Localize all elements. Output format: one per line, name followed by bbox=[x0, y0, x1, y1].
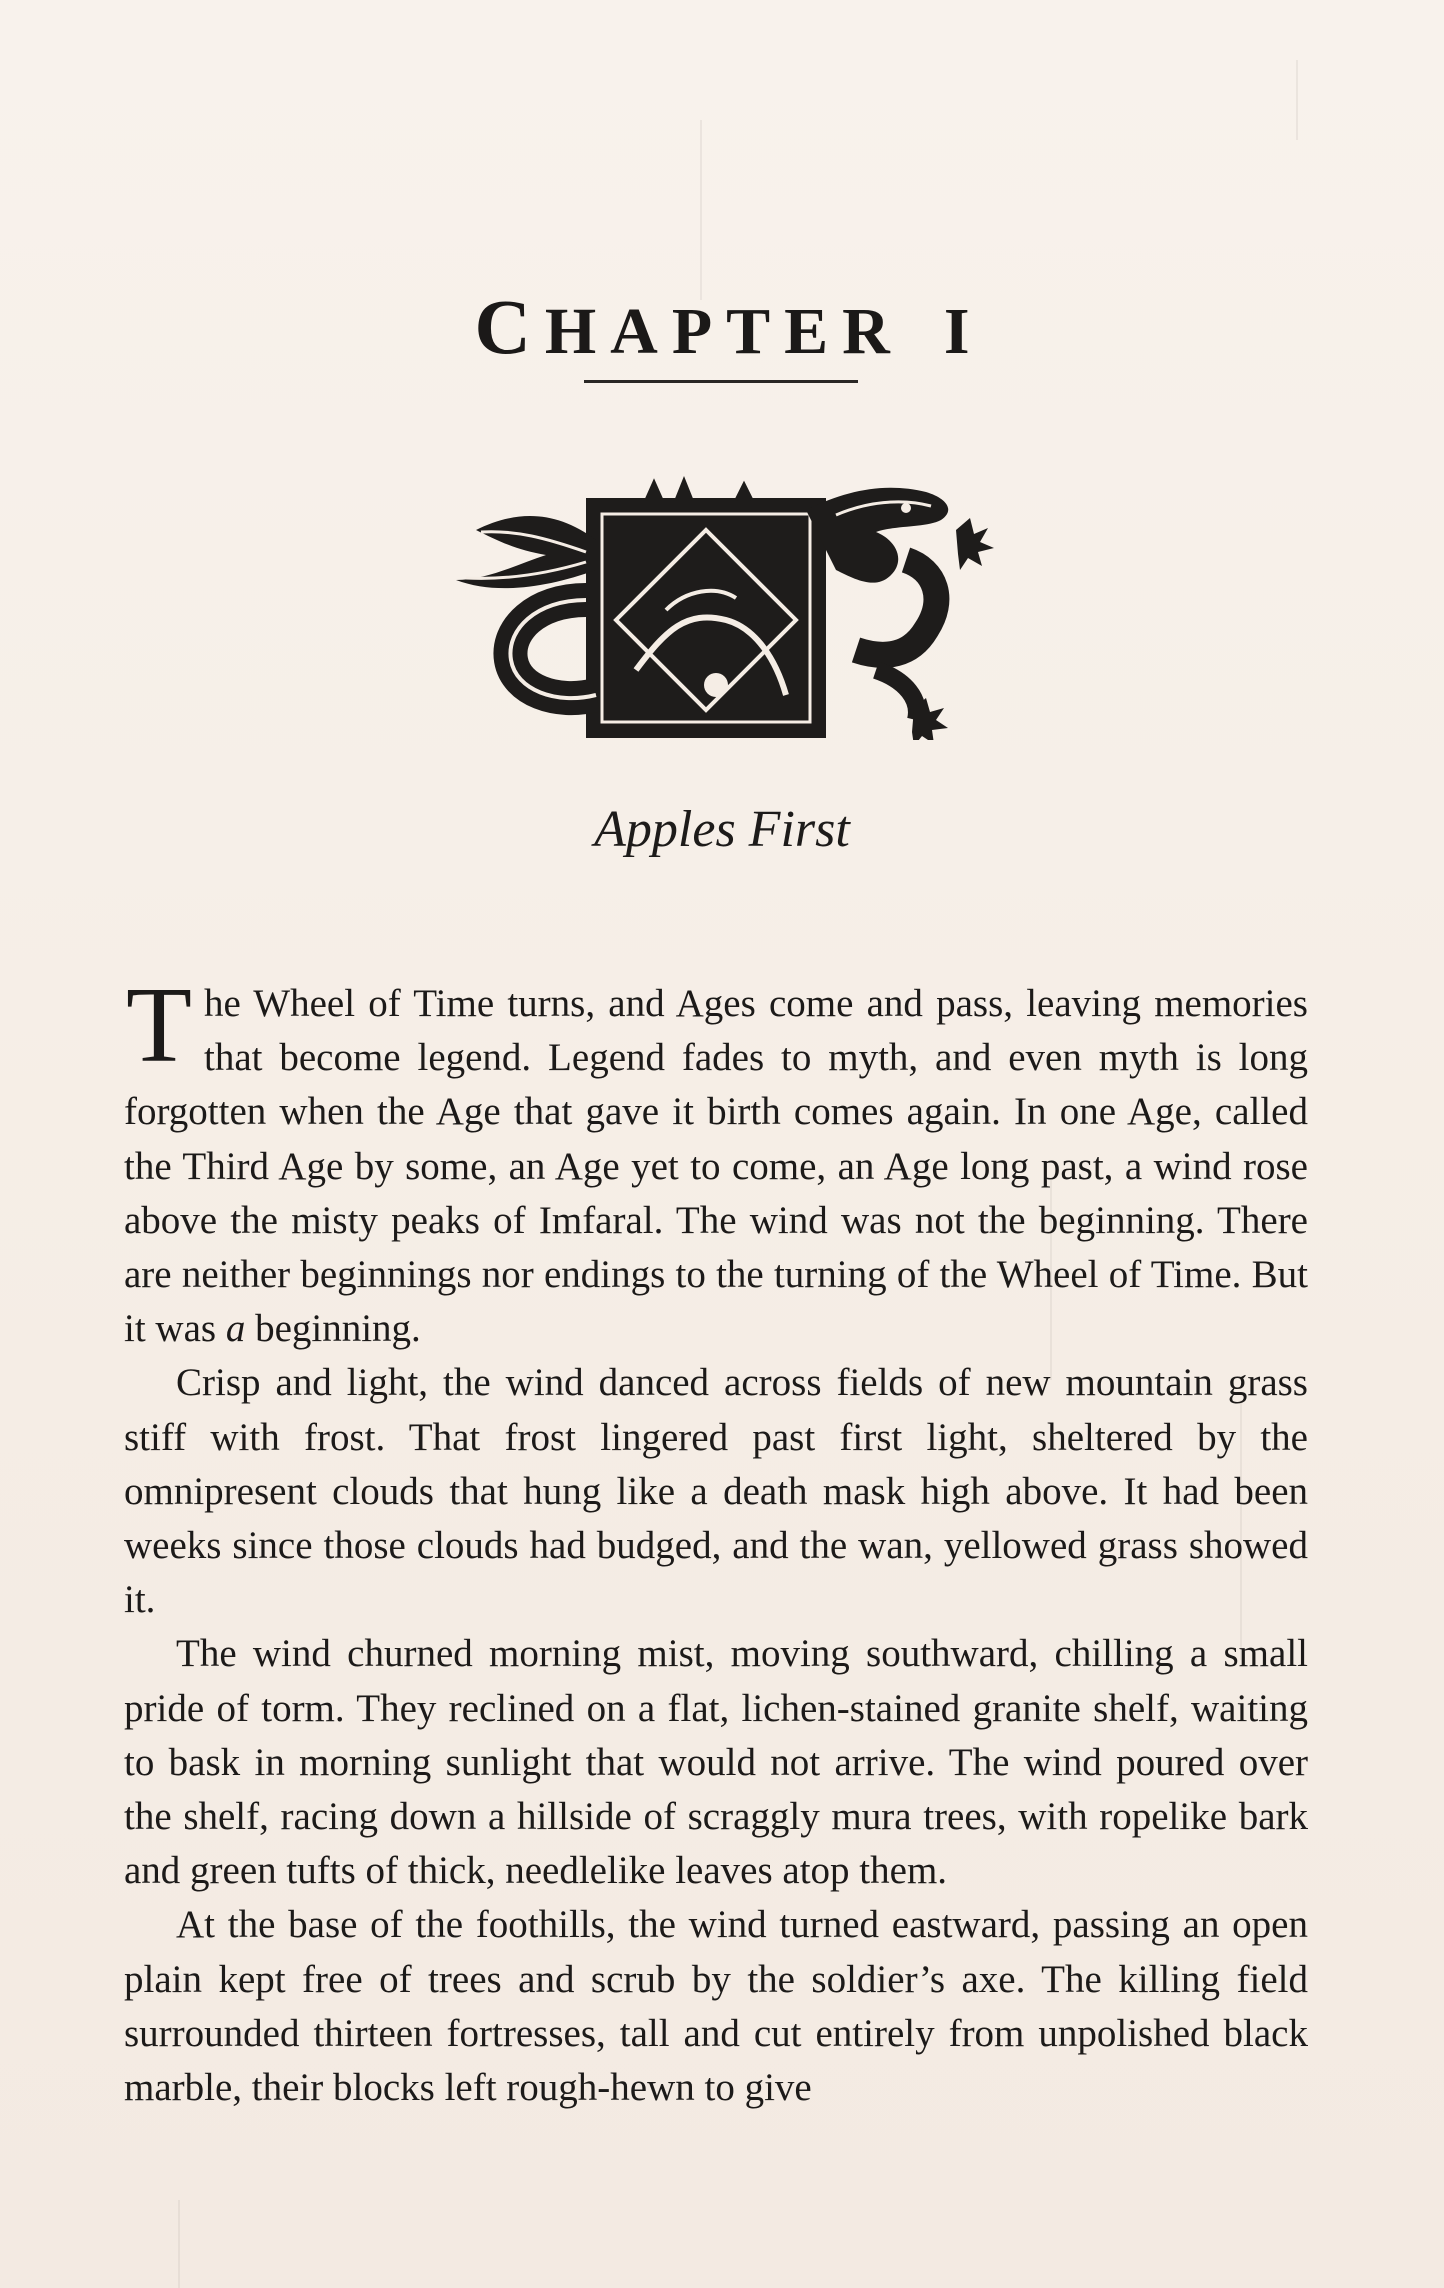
paragraph-1 bbox=[124, 966, 1308, 1356]
chapter-word-rest: HAPTER bbox=[544, 295, 904, 368]
paragraph-1-text: he Wheel of Time turns, and Ages come and pass, leaving memories that become legend. Legend fades to myth, and even myth is long forgotten when the Age that gave it birth comes again. In one Age, called the Third Age by some, an Age yet to come, an Age long past, a wind rose above the misty peaks of Imfaral. The wind was not the beginning. There are neither beginnings nor endings to the turning of the Wheel of Time. But it was bbox=[124, 982, 1308, 1351]
paragraph-2: Crisp and light, the wind danced across fields of new mountain grass stiff with frost. That frost lingered past first light, sheltered by the omnipresent clouds that hung like a death mask high above. It had been weeks since those clouds had budged, and the wan, yellowed grass showed it. bbox=[124, 1361, 1308, 1622]
drop-cap: T bbox=[126, 966, 192, 1085]
chapter-word-initial: C bbox=[474, 283, 545, 370]
chapter-title: Apples First bbox=[594, 801, 850, 858]
body-text bbox=[124, 966, 1308, 2115]
paragraph-4: At the base of the foothills, the wind turned eastward, passing an open plain kept free of trees and scrub by the soldier’s axe. The killing field surrounded thirteen fortresses, tall and cut entirely from unpolished black marble, their blocks left rough-hewn to give bbox=[124, 1903, 1308, 2110]
paragraph-1-emphasis: a bbox=[225, 1307, 246, 1351]
paragraph-1-end: beginning. bbox=[245, 1307, 421, 1351]
chapter-rule bbox=[584, 380, 858, 383]
paragraph-3: The wind churned morning mist, moving southward, chilling a small pride of torm. They reclined on a flat, lichen-stained granite shelf, waiting to bask in morning sunlight that would not arrive. The wind poured over the shelf, racing down a hillside of scraggly mura trees, with ropelike bark and green tufts of thick, needlelike leaves atop them. bbox=[124, 1632, 1308, 1893]
chapter-heading bbox=[0, 282, 1444, 372]
dragon-initial-icon bbox=[436, 470, 996, 740]
chapter-number: I bbox=[943, 295, 970, 368]
